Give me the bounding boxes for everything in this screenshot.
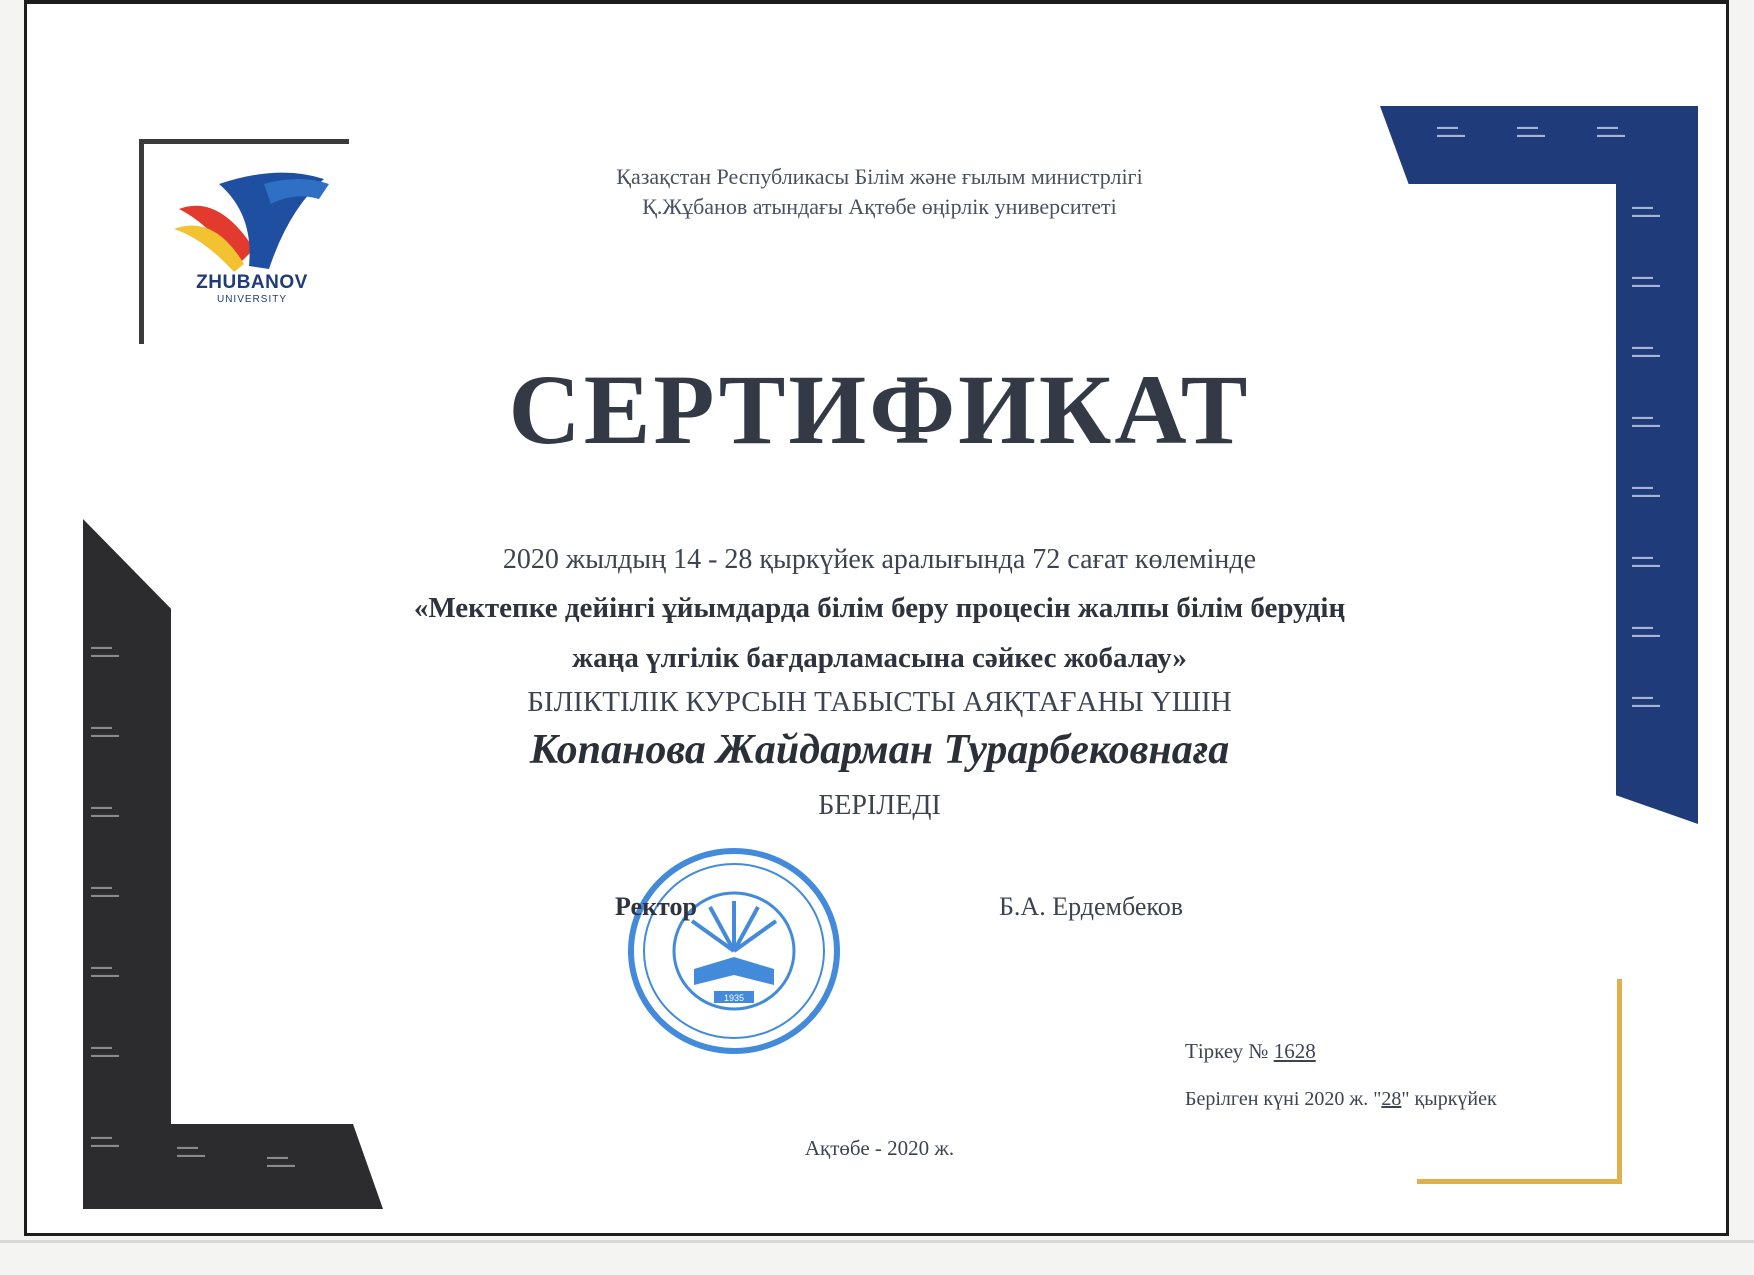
blue-band-pattern: ▬▬▬ ▬▬▬▬ xyxy=(1437,124,1465,139)
blue-band-pattern: ▬▬▬ ▬▬▬▬ xyxy=(1632,204,1660,219)
logo-subtitle: UNIVERSITY xyxy=(216,294,287,305)
dark-band-pattern: ▬▬▬ ▬▬▬▬ xyxy=(91,644,119,659)
issue-date-day: 28 xyxy=(1381,1088,1402,1110)
course-dates: 2020 жылдың 14 - 28 қыркүйек аралығында 72 сағат көлемінде xyxy=(502,544,1257,575)
university-name: Қ.Жұбанов атындағы Ақтөбе өңірлік университеті xyxy=(642,194,1117,219)
certificate-title: СЕРТИФИКАТ xyxy=(508,354,1251,465)
certificate-frame xyxy=(24,0,1729,1236)
issue-date xyxy=(1185,1088,1497,1111)
dark-band-pattern: ▬▬▬ ▬▬▬▬ xyxy=(91,724,119,739)
university-seal-icon xyxy=(622,839,852,1059)
issued-statement: БЕРІЛЕДІ xyxy=(818,790,941,821)
gold-bracket-horizontal xyxy=(1417,1179,1622,1184)
blue-band-pattern: ▬▬▬ ▬▬▬▬ xyxy=(1632,624,1660,639)
completion-statement: БІЛІКТІЛІК КУРСЫН ТАБЫСТЫ АЯҚТАҒАНЫ ҮШІН xyxy=(527,686,1232,718)
blue-band-pattern: ▬▬▬ ▬▬▬▬ xyxy=(1632,274,1660,289)
registration-label: Тіркеу № xyxy=(1185,1039,1269,1063)
city-year: Ақтөбе - 2020 ж. xyxy=(804,1136,955,1160)
course-name-line2: жаңа үлгілік бағдарламасына сәйкес жобалау» xyxy=(572,642,1187,674)
rector-name: Б.А. Ердембеков xyxy=(999,892,1183,921)
ministry-name: Қазақстан Республикасы Білім және ғылым министрлігі xyxy=(616,164,1143,189)
blue-band-pattern: ▬▬▬ ▬▬▬▬ xyxy=(1597,124,1625,139)
dark-band-pattern: ▬▬▬ ▬▬▬▬ xyxy=(91,964,119,979)
issue-date-prefix: Берілген күні 2020 ж. " xyxy=(1185,1088,1382,1110)
blue-band-pattern: ▬▬▬ ▬▬▬▬ xyxy=(1517,124,1545,139)
dark-band-pattern: ▬▬▬ ▬▬▬▬ xyxy=(91,1134,119,1149)
issue-date-suffix: " қыркүйек xyxy=(1401,1088,1497,1110)
dark-band-pattern: ▬▬▬ ▬▬▬▬ xyxy=(177,1144,205,1159)
registration-number xyxy=(1185,1039,1316,1064)
dark-band-pattern: ▬▬▬ ▬▬▬▬ xyxy=(91,884,119,899)
blue-band-pattern: ▬▬▬ ▬▬▬▬ xyxy=(1632,414,1660,429)
blue-band-pattern: ▬▬▬ ▬▬▬▬ xyxy=(1632,554,1660,569)
rector-label: Ректор xyxy=(615,892,697,921)
dark-band-pattern: ▬▬▬ ▬▬▬▬ xyxy=(91,1044,119,1059)
dark-band-pattern: ▬▬▬ ▬▬▬▬ xyxy=(267,1154,295,1169)
blue-band-pattern: ▬▬▬ ▬▬▬▬ xyxy=(1632,484,1660,499)
blue-band-pattern: ▬▬▬ ▬▬▬▬ xyxy=(1632,694,1660,709)
course-name-line1: «Мектепке дейінгі ұйымдарда білім беру процесін жалпы білім берудің xyxy=(413,592,1346,624)
scan-edge xyxy=(0,1240,1754,1243)
blue-band-pattern: ▬▬▬ ▬▬▬▬ xyxy=(1632,344,1660,359)
recipient-name: Копанова Жайдарман Турарбековнаға xyxy=(529,727,1230,773)
seal-year: 1935 xyxy=(723,993,745,1003)
dark-band-pattern: ▬▬▬ ▬▬▬▬ xyxy=(91,804,119,819)
logo-wordmark: ZHUBANOV xyxy=(196,272,308,293)
top-left-bracket-horizontal xyxy=(139,139,349,144)
registration-value: 1628 xyxy=(1273,1039,1316,1063)
